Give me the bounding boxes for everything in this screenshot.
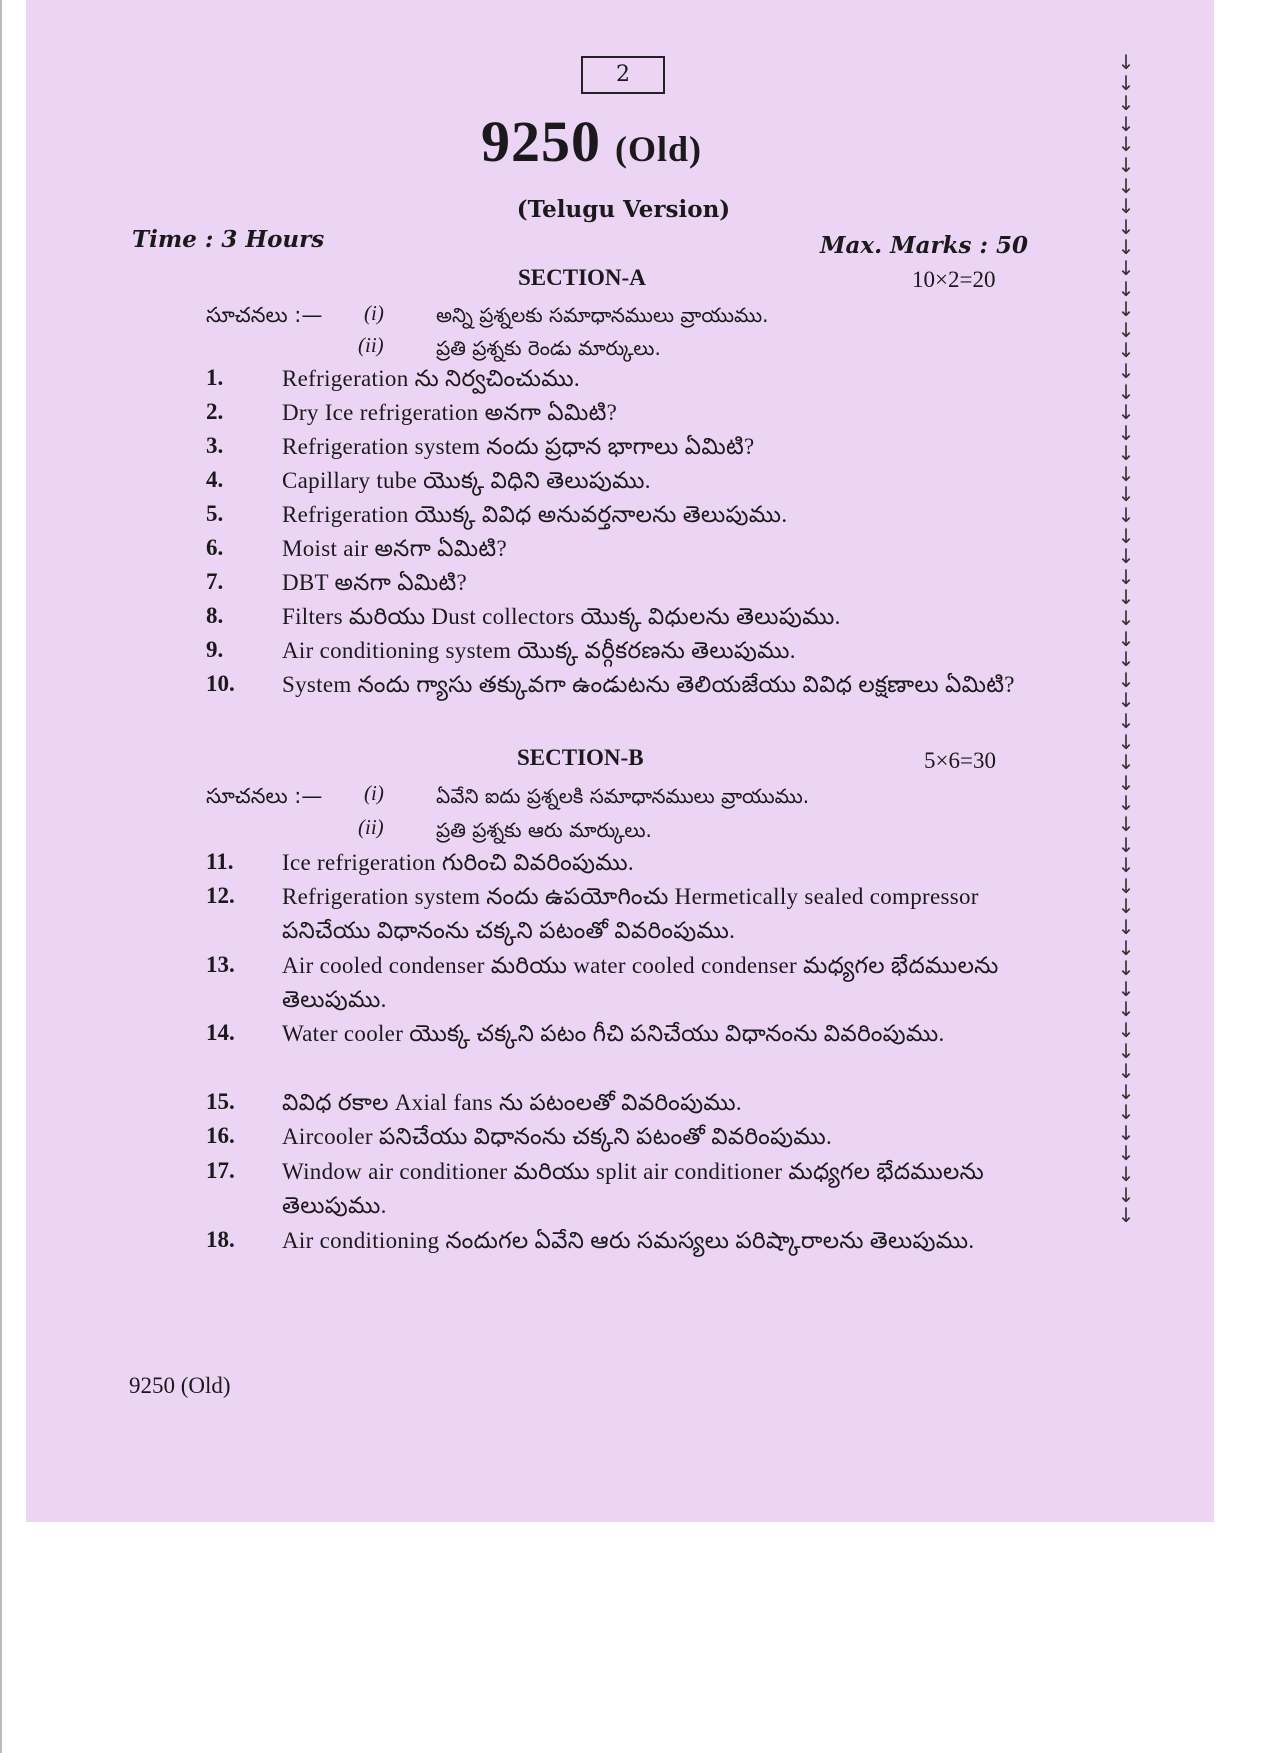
margin-arrow-icon: ↓ xyxy=(1117,523,1135,548)
paper-code-number: 9250 xyxy=(481,109,601,174)
margin-arrow-icon: ↓ xyxy=(1117,503,1135,528)
question-text: System నందు గ్యాసు తక్కువగా ఉండుటను తెలియజేయు వివిధ లక్షణాలు ఏమిటి? xyxy=(282,672,1015,697)
margin-arrow-icon: ↓ xyxy=(1117,152,1135,177)
question-number: 9. xyxy=(206,637,224,662)
margin-arrow-icon: ↓ xyxy=(1117,791,1135,816)
margin-arrow-icon: ↓ xyxy=(1117,750,1135,775)
margin-arrow-icon: ↓ xyxy=(1117,50,1135,74)
margin-arrow-icon: ↓ xyxy=(1117,379,1135,404)
section-a-marks: 10×2=20 xyxy=(912,267,996,292)
margin-arrow-icon: ↓ xyxy=(1117,338,1135,363)
margin-arrow-icon: ↓ xyxy=(1117,482,1135,507)
paper-code-variant: (Old) xyxy=(615,129,703,169)
margin-arrow-icon: ↓ xyxy=(1117,255,1135,280)
margin-arrow-icon: ↓ xyxy=(1117,626,1135,651)
question-number: 7. xyxy=(206,569,224,594)
margin-arrow-icon: ↓ xyxy=(1117,1079,1135,1104)
question-text: Water cooler యొక్క చక్కని పటం గీచి పనిచేయు విధానంను వివరింపుము. xyxy=(282,1021,945,1046)
margin-arrow-icon: ↓ xyxy=(1117,461,1135,486)
margin-arrow-icon: ↓ xyxy=(1117,770,1135,795)
margin-arrow-icon: ↓ xyxy=(1117,132,1135,157)
section-b-note-1: ఏవేని ఐదు ప్రశ్నలకి సమాధానములు వ్రాయుము. xyxy=(436,784,810,808)
section-b-note-num-1: (i) xyxy=(364,781,384,805)
question-text: Window air conditioner మరియు split air conditioner మధ్యగల భేదములను తెలుపుము. xyxy=(282,1159,984,1218)
margin-arrow-icon: ↓ xyxy=(1117,853,1135,878)
question-paper-sheet xyxy=(26,0,1214,1522)
margin-arrow-icon: ↓ xyxy=(1117,317,1135,342)
margin-arrow-icon: ↓ xyxy=(1117,811,1135,836)
margin-arrow-icon: ↓ xyxy=(1117,358,1135,383)
question-text: DBT అనగా ఏమిటి? xyxy=(282,570,468,595)
margin-arrow-icon: ↓ xyxy=(1117,544,1135,569)
paper-code xyxy=(481,108,702,175)
margin-arrow-icon: ↓ xyxy=(1117,1141,1135,1166)
margin-arrow-icon: ↓ xyxy=(1117,1059,1135,1084)
section-a-title: SECTION-A xyxy=(518,265,646,290)
section-b-note-num-2: (ii) xyxy=(358,815,384,839)
question-text: Refrigeration ను నిర్వచించుము. xyxy=(282,366,580,391)
paper-version: (Telugu Version) xyxy=(516,196,731,223)
section-b-title: SECTION-B xyxy=(517,745,644,770)
question-number: 11. xyxy=(206,849,234,874)
section-a-note-num-1: (i) xyxy=(364,301,384,325)
footer-paper-code: 9250 (Old) xyxy=(129,1373,231,1398)
page-number: 2 xyxy=(581,56,665,94)
question-number: 12. xyxy=(206,883,235,908)
question-number: 4. xyxy=(206,467,224,492)
margin-arrow-icon: ↓ xyxy=(1117,441,1135,466)
margin-arrow-icon: ↓ xyxy=(1117,1038,1135,1063)
margin-arrow-icon: ↓ xyxy=(1117,564,1135,589)
exam-time: Time : 3 Hours xyxy=(132,226,325,253)
question-text: Air conditioning system యొక్క వర్గీకరణను తెలుపుము. xyxy=(282,638,796,663)
question-number: 6. xyxy=(206,535,224,560)
question-number: 15. xyxy=(206,1089,235,1114)
question-number: 14. xyxy=(206,1020,235,1045)
margin-arrow-icon: ↓ xyxy=(1117,400,1135,425)
question-text: Ice refrigeration గురించి వివరింపుము. xyxy=(282,850,634,875)
margin-arrow-icon: ↓ xyxy=(1117,997,1135,1022)
margin-arrow-icon: ↓ xyxy=(1117,667,1135,692)
margin-arrow-icon: ↓ xyxy=(1117,1182,1135,1207)
margin-arrow-icon: ↓ xyxy=(1117,214,1135,239)
question-text: Filters మరియు Dust collectors యొక్క విధులను తెలుపుము. xyxy=(282,604,841,629)
margin-arrow-icon: ↓ xyxy=(1117,729,1135,754)
margin-arrow-icon: ↓ xyxy=(1117,688,1135,713)
margin-arrow-icon: ↓ xyxy=(1117,976,1135,1001)
margin-arrow-icon: ↓ xyxy=(1117,1203,1135,1228)
margin-arrow-icon: ↓ xyxy=(1117,647,1135,672)
question-number: 18. xyxy=(206,1227,235,1252)
section-a-note-num-2: (ii) xyxy=(358,333,384,357)
question-text: Moist air అనగా ఏమిటి? xyxy=(282,536,507,561)
question-number: 16. xyxy=(206,1123,235,1148)
margin-arrow-icon: ↓ xyxy=(1117,194,1135,219)
margin-arrow-icon: ↓ xyxy=(1117,420,1135,445)
question-text: Aircooler పనిచేయు విధానంను చక్కని పటంతో వివరింపుము. xyxy=(282,1124,833,1149)
margin-arrow-icon: ↓ xyxy=(1117,1120,1135,1145)
margin-arrow-icon: ↓ xyxy=(1117,111,1135,136)
section-a-note-2: ప్రతి ప్రశ్నకు రెండు మార్కులు. xyxy=(436,336,661,360)
question-text: Refrigeration యొక్క వివిధ అనువర్తనాలను తెలుపుము. xyxy=(282,502,788,527)
question-number: 10. xyxy=(206,671,235,696)
page-edge xyxy=(0,0,2,1753)
question-text: Refrigeration system నందు ప్రధాన భాగాలు ఏమిటి? xyxy=(282,434,755,459)
margin-arrow-icon: ↓ xyxy=(1117,276,1135,301)
section-b-note-2: ప్రతి ప్రశ్నకు ఆరు మార్కులు. xyxy=(436,818,652,842)
margin-arrow-icon: ↓ xyxy=(1117,873,1135,898)
question-number: 13. xyxy=(206,952,235,977)
section-a-note-1: అన్ని ప్రశ్నలకు సమాధానములు వ్రాయుము. xyxy=(436,303,769,327)
margin-arrow-icon: ↓ xyxy=(1117,935,1135,960)
question-number: 2. xyxy=(206,399,224,424)
question-text: Capillary tube యొక్క విధిని తెలుపుము. xyxy=(282,468,651,493)
margin-arrow-icon: ↓ xyxy=(1117,91,1135,116)
margin-arrow-icon: ↓ xyxy=(1117,1100,1135,1125)
max-marks: Max. Marks : 50 xyxy=(820,232,1028,259)
margin-arrow-icon: ↓ xyxy=(1117,1017,1135,1042)
question-text: Refrigeration system నందు ఉపయోగించు Hermetically sealed compressor పనిచేయు విధానంను చక్కని పటంతో వివరింపుము. xyxy=(282,884,979,943)
margin-arrow-icon: ↓ xyxy=(1117,70,1135,95)
section-b-note-label: సూచనలు :— xyxy=(206,784,323,808)
question-text: Air conditioning నందుగల ఏవేని ఆరు సమస్యలు పరిష్కారాలను తెలుపుము. xyxy=(282,1228,975,1253)
margin-arrow-icon: ↓ xyxy=(1117,1162,1135,1187)
question-number: 1. xyxy=(206,365,224,390)
margin-arrow-icon: ↓ xyxy=(1117,173,1135,198)
question-number: 8. xyxy=(206,603,224,628)
margin-arrow-icon: ↓ xyxy=(1117,585,1135,610)
margin-arrow-icon: ↓ xyxy=(1117,297,1135,322)
margin-arrow-icon: ↓ xyxy=(1117,894,1135,919)
margin-arrow-icon: ↓ xyxy=(1117,956,1135,981)
question-text: Dry Ice refrigeration అనగా ఏమిటి? xyxy=(282,400,618,425)
margin-arrow-column xyxy=(1114,52,1138,1226)
question-text: Air cooled condenser మరియు water cooled condenser మధ్యగల భేదములను తెలుపుము. xyxy=(282,953,999,1012)
margin-arrow-icon: ↓ xyxy=(1117,832,1135,857)
margin-arrow-icon: ↓ xyxy=(1117,606,1135,631)
section-a-note-label: సూచనలు :— xyxy=(206,303,323,327)
margin-arrow-icon: ↓ xyxy=(1117,235,1135,260)
question-number: 17. xyxy=(206,1158,235,1183)
margin-arrow-icon: ↓ xyxy=(1117,914,1135,939)
section-b-marks: 5×6=30 xyxy=(924,748,996,773)
question-text: వివిధ రకాల Axial fans ను పటంలతో వివరింపుము. xyxy=(282,1090,742,1115)
margin-arrow-icon: ↓ xyxy=(1117,709,1135,733)
question-number: 5. xyxy=(206,501,224,526)
question-number: 3. xyxy=(206,433,224,458)
